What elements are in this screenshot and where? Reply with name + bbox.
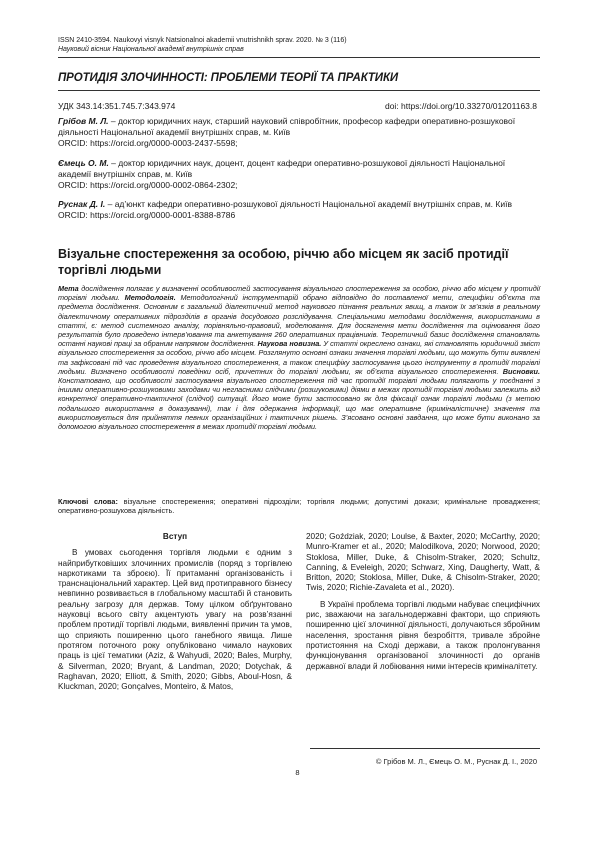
left-column <box>58 532 292 692</box>
footer-rule <box>310 748 540 749</box>
abstract-method-label: Методологія. <box>124 293 176 303</box>
header-rule <box>58 57 540 58</box>
body-paragraph: В Україні проблема торгівлі людьми набуває специфічних рис, зважаючи на загальнодержавні фактори, що сприяють поширенню цієї злочинної діяльності, долучаються збройним населення, зростання рівня безробіття, тривале збройне протистояння на Сході держави, а також пролонгування функціонування організованої злочинності до органів державної влади й лобіювання ними інтересів криміналітету. <box>306 599 540 671</box>
author-orcid[interactable]: ORCID: https://orcid.org/0000-0003-2437-5598; <box>58 138 238 148</box>
author-3 <box>58 199 540 221</box>
author-2 <box>58 158 540 191</box>
doi-link[interactable]: doi: https://doi.org/10.33270/01201163.8 <box>384 101 537 111</box>
author-bio: – доктор юридичних наук, старший науковий співробітник, професор кафедри оперативно-розшукової діяльності Національної академії внутрішніх справ, м. Київ <box>58 116 516 137</box>
journal-line: ISSN 2410-3594. Naukovyi visnyk Natsionalnoi akademii vnutrishnikh sprav. 2020. № 3 (116) <box>58 37 347 44</box>
abstract <box>58 284 540 431</box>
author-orcid[interactable]: ORCID: https://orcid.org/0000-0001-8388-8786 <box>58 210 236 220</box>
copyright: © Грібов М. Л., Ємець О. М., Руснак Д. І., 2020 <box>375 757 537 766</box>
abstract-novelty-text: У статті окреслено ознаки, які становлять юридичний зміст візуального спостереження за особою, річчю або місцем. Розглянуто основні ознаки значення торгівлі людьми, що можуть бути виявлені та зафіксовані під час проведення візуального спостереження, а також специфіку застосування цього інструменту в протидії торгівлі людьми. Визначено особливості поведінки осіб, причетних до торгівлі людьми, як об’єкта візуального спостереження. <box>58 339 540 376</box>
journal-subtitle: Науковий вісник Національної академії внутрішніх справ <box>58 46 244 53</box>
section-rule <box>58 90 540 91</box>
intro-heading: Вступ <box>162 532 188 541</box>
abstract-conclusions-text: Констатовано, що особливості застосування візуального спостереження під час протидії торгівлі людьми полягають у поєднанні з іншими оперативно-розшуковими заходами чи негласними слідчими (розшуковими) діями в межах протидії торгівлі людьми залежить від конкретної оперативно-тактичної (слідчої) ситуації. Його може бути застосовано як для фіксації ознак торгівлі людьми (з метою подальшого використання в доказуванні), так і для одержання інформації, що має оперативне (криміналістичне) значення та використовується для прийняття певних організаційних і тактичних рішень. З’ясовано основні завдання, що може бути виконано за допомогою візуального спостереження в межах протидії торгівлі людьми. <box>58 376 540 432</box>
author-name: Грібов М. Л. <box>58 116 109 126</box>
author-bio: – ад’юнкт кафедри оперативно-розшукової діяльності Національної академії внутрішніх справ, м. Київ <box>105 199 512 209</box>
author-orcid[interactable]: ORCID: https://orcid.org/0000-0002-0864-2302; <box>58 180 238 190</box>
author-1 <box>58 116 540 149</box>
udc-code: УДК 343.14:351.745.7:343.974 <box>58 101 176 111</box>
section-title: ПРОТИДІЯ ЗЛОЧИННОСТІ: ПРОБЛЕМИ ТЕОРІЇ ТА ПРАКТИКИ <box>58 72 399 84</box>
right-column <box>306 532 540 672</box>
keywords-text: візуальне спостереження; оперативні підрозділи; торгівля людьми; допустимі докази; кримінальне провадження; оперативно-розшукова діяльність. <box>58 497 540 516</box>
abstract-conclusions-label: Висновки. <box>502 366 540 376</box>
body-paragraph: В умовах сьогодення торгівля людьми є одним з найприбутковіших злочинних промислів (поряд з торгівлею наркотиками та зброєю). Її притаманні організованість і транснаціональний характер. Цей вид протиправного бізнесу невпинно розвивається в глобальному масштабі й становить реальну загрозу для держав. Тому цілком обґрунтовано науковці всього світу акцентують увагу на розв’язанні проблем протидії торгівлі людьми, виявленні причин та умов, що сприяють поширенню цього ганебного явища. Лише протягом поточного року опубліковано чимало наукових праць із цієї тематики (Aziz, & Wahyudi, 2020; Bales, Murphy, & Silverman, 2020; Bryant, & Landman, 2020; Dotychak, & Raghavan, 2020; Elliott, & Smith, 2020; Gibbs, Aboul-Hosn, & Kluckman, 2020; Gonçalves, Monteiro, & Matos, <box>58 548 292 692</box>
author-name: Руснак Д. І. <box>58 199 106 209</box>
keywords <box>58 497 540 516</box>
body-paragraph: 2020; Goździak, 2020; Loulse, & Baxter, 2020; McCarthy, 2020; Munro-Kramer et al., 2020; Malodilkova, 2020; Norwood, 2020; Stoklosa, Miller, Duke, & Chisolm-Straker, 2020; Schultz, Canning, & Eveleigh, 2020; Schwarz, Xing, Daugherty, Watt, & Britton, 2020; Stoklosa, Miller, Duke, & Chisolm-Straker, 2020; Twis, 2020; Richie-Zavaleta et al., 2020). <box>306 532 540 593</box>
page-number: 8 <box>295 768 300 777</box>
author-bio: – доктор юридичних наук, доцент, доцент кафедри оперативно-розшукової діяльності Національної академії внутрішніх справ, м. Київ <box>58 158 506 179</box>
article-title: Візуальне спостереження за особою, річчю або місцем як засіб протидії торгівлі людьми <box>58 247 509 277</box>
abstract-novelty-label: Наукова новизна. <box>257 339 322 349</box>
keywords-label: Ключові слова: <box>58 497 118 506</box>
abstract-aim-text: дослідження полягає у визначенні особливостей застосування візуального спостереження за особою, річчю або місцем у протидії торгівлі людьми. <box>58 284 540 303</box>
author-name: Ємець О. М. <box>58 158 109 168</box>
abstract-aim-label: Мета <box>58 284 79 293</box>
abstract-method-text: Методологічний інструментарій обрано відповідно до поставленої мети, специфіки об’єкта та предмета дослідження. Основним є загальний діалектичний метод наукового пізнання реальних явищ, а також їх зв’язків в реальному діалектичному оперативних підрозділів в органів досудового розслідування. Спеціальними методами дослідження, використаними в статті, є: метод системного аналізу, порівняльно-правовий, моделювання. Для досягнення мети дослідження та оцінювання його результатів було проведено інтерв’ювання та анкетування 260 оперативних працівників. Теоретичний базис дослідження становлять останні наукові праці за обраним напрямом дослідження. <box>58 293 540 349</box>
